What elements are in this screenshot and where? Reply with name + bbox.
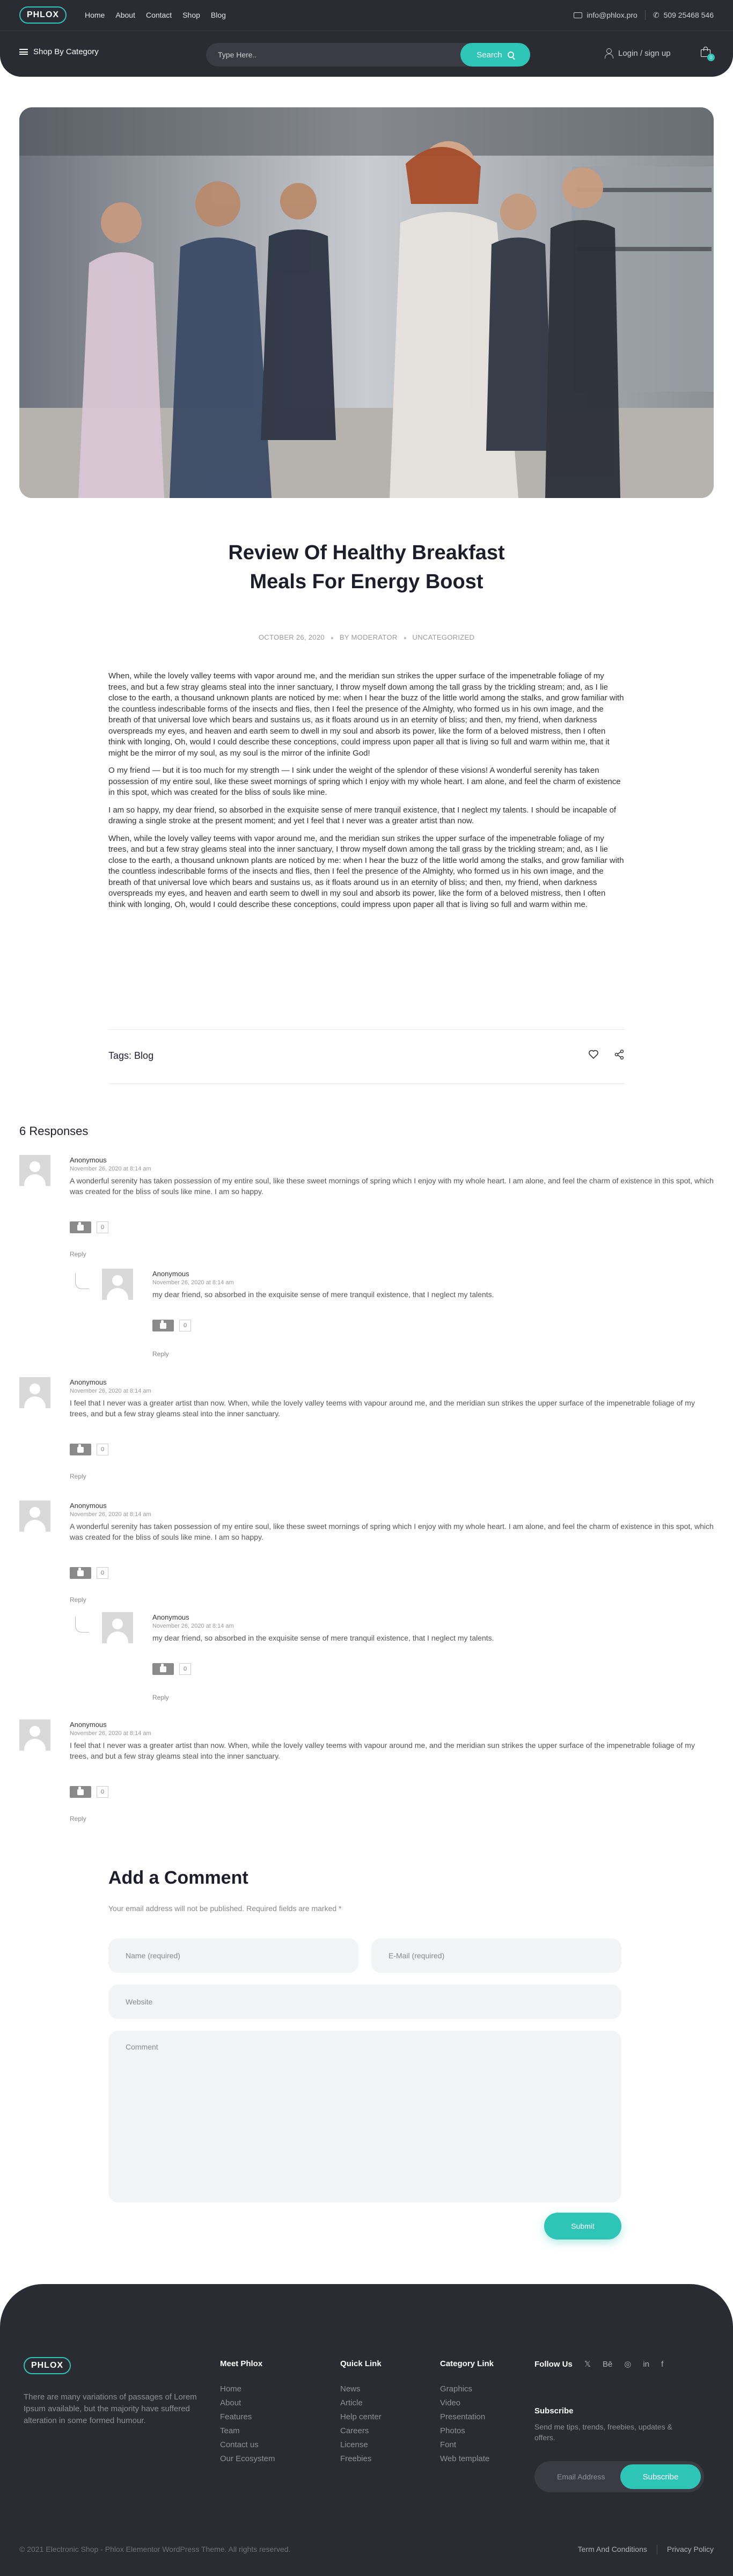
avatar bbox=[19, 1719, 50, 1751]
footer-col-title: Category Link bbox=[440, 2359, 494, 2368]
comment-author: Anonymous bbox=[70, 1156, 107, 1164]
footer-link[interactable]: License bbox=[340, 2440, 368, 2449]
thumbs-up-icon bbox=[77, 1789, 84, 1795]
avatar bbox=[19, 1501, 50, 1532]
footer-logo[interactable]: PHLOX bbox=[24, 2357, 71, 2374]
post-meta bbox=[206, 633, 527, 641]
avatar bbox=[19, 1155, 50, 1186]
comment-author: Anonymous bbox=[152, 1270, 189, 1278]
like-count: 0 bbox=[179, 1663, 191, 1675]
comment-date: November 26, 2020 at 8:14 am bbox=[70, 1730, 151, 1737]
footer-link[interactable]: Help center bbox=[340, 2412, 382, 2421]
like-button[interactable] bbox=[70, 1567, 91, 1579]
privacy-link[interactable]: Privacy Policy bbox=[666, 2545, 714, 2553]
subscribe-email-input[interactable] bbox=[557, 2461, 621, 2492]
comment-date: November 26, 2020 at 8:14 am bbox=[70, 1388, 151, 1394]
follow-label: Follow Us bbox=[534, 2359, 573, 2369]
footer-col-title: Meet Phlox bbox=[220, 2359, 263, 2368]
twitter-icon[interactable]: 𝕏 bbox=[584, 2360, 591, 2369]
comment bbox=[19, 1155, 714, 1262]
footer-link[interactable]: Web template bbox=[440, 2454, 490, 2463]
nav-shop[interactable]: Shop bbox=[182, 11, 200, 19]
add-comment-heading: Add a Comment bbox=[108, 1868, 248, 1888]
avatar bbox=[102, 1612, 133, 1643]
comment-text: I feel that I never was a greater artist than now. When, while the lovely valley teems with vapour around me, and the meridian sun strikes the upper surface of the impenetrable foliage of my trees, and but a few stray gleams steal into the inner sanctuary. bbox=[70, 1741, 695, 1760]
terms-link[interactable]: Term And Conditions bbox=[577, 2545, 647, 2553]
like-button[interactable] bbox=[152, 1320, 174, 1331]
cart-count-badge: 0 bbox=[707, 54, 715, 61]
like-count: 0 bbox=[97, 1567, 108, 1579]
search-input[interactable] bbox=[218, 43, 443, 67]
footer-description: There are many variations of passages of Lorem Ipsum available, but the majority have suffered alteration in some formed humour. bbox=[24, 2392, 197, 2425]
menu-icon bbox=[19, 49, 28, 55]
subscribe-text: Send me tips, trends, freebies, updates & offers. bbox=[534, 2423, 672, 2442]
like-button[interactable] bbox=[70, 1221, 91, 1233]
login-link[interactable] bbox=[604, 48, 671, 58]
thumbs-up-icon bbox=[77, 1447, 84, 1453]
behance-icon[interactable]: Bē bbox=[602, 2359, 613, 2369]
post-paragraph: When, while the lovely valley teems with vapor around me, and the meridian sun strikes the upper surface of the impenetrable foliage of my trees, and but a few stray gleams steal into the inner sanctuary, I throw myself down among the tall grass by the trickling stream; and, as I lie close to the earth, a thousand unknown plants are noticed by me: when I hear the buzz of the little world among the stalks, and grow familiar with the countless indescribable forms of the insects and flies, then I feel the presence of the Almighty, who formed us in his own image, and the breath of that universal love which bears and sustains us, as it floats around us in an eternity of bliss; and then, my friend, when darkness overspreads my eyes, and heaven and earth seem to dwell in my soul and absorb its power, like the form of a beloved mistress, then I often think with longing, Oh, would I could describe these conceptions, could impress upon paper all that is living so full and warm within me, that it might be the mirror of my soul, as my soul is the mirror of the infinite God! bbox=[108, 671, 624, 758]
like-button[interactable] bbox=[152, 1663, 174, 1675]
thumbs-up-icon bbox=[77, 1225, 84, 1231]
email-field[interactable] bbox=[371, 1938, 621, 1973]
footer-col-quick-link bbox=[340, 2359, 382, 2466]
comment-author: Anonymous bbox=[70, 1721, 107, 1729]
instagram-icon[interactable]: ◎ bbox=[624, 2360, 632, 2369]
login-label: Login / sign up bbox=[618, 48, 671, 58]
site-logo[interactable]: PHLOX bbox=[19, 6, 67, 24]
reply-arrow-icon bbox=[75, 1273, 89, 1289]
like-count: 0 bbox=[97, 1786, 108, 1798]
nav-contact[interactable]: Contact bbox=[145, 11, 172, 19]
shop-by-category-button[interactable] bbox=[19, 47, 99, 56]
reply-link[interactable]: Reply bbox=[152, 1694, 169, 1701]
comments-heading: 6 Responses bbox=[19, 1124, 89, 1138]
main-nav bbox=[85, 11, 226, 19]
comment-date: November 26, 2020 at 8:14 am bbox=[152, 1623, 234, 1629]
footer-link[interactable]: Video bbox=[440, 2398, 461, 2407]
share-icon[interactable] bbox=[614, 1049, 625, 1060]
reply-arrow-icon bbox=[75, 1616, 89, 1633]
thumbs-up-icon bbox=[77, 1570, 84, 1576]
legal-links bbox=[578, 2545, 714, 2555]
comment-author: Anonymous bbox=[70, 1378, 107, 1386]
footer-link[interactable]: About bbox=[220, 2398, 241, 2407]
tag-link[interactable]: Blog bbox=[134, 1050, 154, 1061]
footer-link[interactable]: Graphics bbox=[440, 2384, 473, 2394]
office-team-photo bbox=[19, 107, 714, 498]
comment-text: I feel that I never was a greater artist than now. When, while the lovely valley teems with vapour around me, and the meridian sun strikes the upper surface of the impenetrable foliage of my trees, and but a few stray gleams steal into the inner sanctuary. bbox=[70, 1399, 695, 1418]
nav-home[interactable]: Home bbox=[85, 11, 105, 19]
footer-link[interactable]: News bbox=[340, 2384, 361, 2394]
comment-text: A wonderful serenity has taken possession of my entire soul, like these sweet mornings of spring which I enjoy with my whole heart. I am alone, and feel the charm of existence in this spot, which was created for the bliss of souls like mine. I am so happy. bbox=[70, 1522, 714, 1541]
post-paragraph: O my friend — but it is too much for my strength — I sink under the weight of the splendor of these visions! A wonderful serenity has taken possession of my entire soul, like these sweet mornings of spring which I enjoy with my whole heart. I am alone, and feel the charm of existence in this spot, which was created for the bliss of souls like mine. bbox=[108, 766, 621, 797]
email-text: info@phlox.pro bbox=[587, 11, 637, 19]
cart-button[interactable] bbox=[700, 46, 712, 58]
linkedin-icon[interactable]: in bbox=[643, 2359, 650, 2369]
comment bbox=[19, 1377, 714, 1484]
reply-link[interactable]: Reply bbox=[70, 1250, 86, 1258]
like-count: 0 bbox=[97, 1444, 108, 1455]
heart-icon[interactable] bbox=[588, 1049, 599, 1060]
footer-link[interactable]: Home bbox=[220, 2384, 242, 2394]
post-featured-image bbox=[19, 107, 714, 498]
user-icon bbox=[604, 48, 613, 58]
nav-blog[interactable]: Blog bbox=[210, 11, 226, 19]
like-button[interactable] bbox=[70, 1786, 91, 1798]
footer-link[interactable]: Photos bbox=[440, 2426, 465, 2435]
top-bar bbox=[0, 0, 733, 31]
thumbs-up-icon bbox=[160, 1666, 166, 1672]
search-icon bbox=[508, 52, 514, 58]
post-title: Review Of Healthy Breakfast Meals For Energy Boost bbox=[228, 541, 505, 593]
facebook-icon[interactable]: f bbox=[661, 2359, 664, 2369]
search-button-label: Search bbox=[477, 50, 502, 60]
comment-reply bbox=[102, 1269, 714, 1365]
phone-text: 509 25468 546 bbox=[663, 11, 714, 19]
comment-text: my dear friend, so absorbed in the exquisite sense of mere tranquil existence, that I neglect my talents. bbox=[152, 1290, 494, 1299]
post-category[interactable]: UNCATEGORIZED bbox=[412, 633, 475, 641]
post-paragraph: When, while the lovely valley teems with vapor around me, and the meridian sun strikes the upper surface of the impenetrable foliage of my trees, and but a few stray gleams steal into the inner sanctuary, I throw myself down among the tall grass by the trickling stream; and, as I lie close to the earth, a thousand unknown plants are noticed by me: when I hear the buzz of the little world among the stalks, and grow familiar with the countless indescribable forms of the insects and flies, then I feel the presence of the Almighty, who formed us in his own image, and the breath of that universal love which bears and sustains us, as it floats around us in an eternity of bliss; and then, my friend, when darkness overspreads my eyes, and heaven and earth seem to dwell in my soul and absorb its power, like the form of a beloved mistress, then I often think with longing, Oh, would I could describe these conceptions, could impress upon paper all that is living so full and warm within me. bbox=[108, 833, 624, 909]
footer-link[interactable]: Team bbox=[220, 2426, 240, 2435]
footer-col-meet-phlox bbox=[220, 2359, 275, 2466]
like-count: 0 bbox=[179, 1320, 191, 1331]
footer-col-title: Quick Link bbox=[340, 2359, 382, 2368]
comment-author: Anonymous bbox=[70, 1502, 107, 1510]
required-note: Your email address will not be published. Required fields are marked * bbox=[108, 1904, 342, 1913]
post-author[interactable]: BY MODERATOR bbox=[339, 633, 398, 641]
submit-button[interactable]: Submit bbox=[544, 2213, 621, 2240]
comment bbox=[19, 1719, 714, 1827]
site-footer bbox=[0, 2284, 733, 2576]
post-tags-row bbox=[108, 1029, 625, 1084]
name-field[interactable] bbox=[108, 1938, 358, 1973]
footer-link[interactable]: Careers bbox=[340, 2426, 369, 2435]
phone-icon: ✆ bbox=[653, 10, 659, 19]
footer-link[interactable]: Presentation bbox=[440, 2412, 486, 2421]
site-header bbox=[0, 0, 733, 77]
nav-about[interactable]: About bbox=[115, 11, 135, 19]
comment-date: November 26, 2020 at 8:14 am bbox=[70, 1166, 151, 1172]
reply-link[interactable]: Reply bbox=[70, 1473, 86, 1480]
reply-link[interactable]: Reply bbox=[70, 1596, 86, 1604]
footer-link[interactable]: Article bbox=[340, 2398, 363, 2407]
subscribe-title: Subscribe bbox=[534, 2406, 574, 2416]
phone-link[interactable] bbox=[653, 11, 714, 20]
comment-author: Anonymous bbox=[152, 1613, 189, 1621]
avatar bbox=[19, 1377, 50, 1408]
reply-link[interactable]: Reply bbox=[70, 1815, 86, 1823]
envelope-icon bbox=[574, 12, 582, 18]
post-tags bbox=[108, 1050, 153, 1062]
comment bbox=[19, 1501, 714, 1608]
footer-link[interactable]: Our Ecosystem bbox=[220, 2454, 275, 2463]
search-button[interactable] bbox=[460, 43, 530, 67]
comment-field[interactable] bbox=[108, 2031, 621, 2202]
email-link[interactable] bbox=[574, 11, 637, 19]
footer-col-category-link bbox=[440, 2359, 494, 2466]
subscribe-form bbox=[534, 2461, 704, 2492]
copyright: © 2021 Electronic Shop - Phlox Elementor WordPress Theme. All rights reserved. bbox=[19, 2545, 291, 2553]
footer-link[interactable]: Freebies bbox=[340, 2454, 372, 2463]
post-body bbox=[108, 671, 625, 917]
comment-text: my dear friend, so absorbed in the exquisite sense of mere tranquil existence, that I neglect my talents. bbox=[152, 1634, 494, 1642]
contact-info bbox=[574, 10, 714, 20]
like-count: 0 bbox=[97, 1221, 108, 1233]
comment-date: November 26, 2020 at 8:14 am bbox=[70, 1511, 151, 1518]
divider bbox=[645, 10, 646, 20]
reply-link[interactable]: Reply bbox=[152, 1350, 169, 1358]
comment-text: A wonderful serenity has taken possession of my entire soul, like these sweet mornings of spring which I enjoy with my whole heart. I am alone, and feel the charm of existence in this spot, which was created for the bliss of souls like mine. I am so happy. bbox=[70, 1176, 714, 1196]
follow-us bbox=[534, 2359, 663, 2369]
tags-label: Tags: bbox=[108, 1050, 132, 1061]
subscribe-button[interactable]: Subscribe bbox=[620, 2464, 701, 2489]
footer-link[interactable]: Font bbox=[440, 2440, 457, 2449]
search-bar bbox=[206, 43, 530, 67]
comment-date: November 26, 2020 at 8:14 am bbox=[152, 1279, 234, 1286]
like-button[interactable] bbox=[70, 1444, 91, 1455]
footer-link[interactable]: Contact us bbox=[220, 2440, 259, 2449]
avatar bbox=[102, 1269, 133, 1300]
post-date: OCTOBER 26, 2020 bbox=[258, 633, 325, 641]
website-field[interactable] bbox=[108, 1985, 621, 2019]
footer-link[interactable]: Features bbox=[220, 2412, 252, 2421]
post-paragraph: I am so happy, my dear friend, so absorbed in the exquisite sense of mere tranquil existence, that I neglect my talents. I should be incapable of drawing a single stroke at the present moment; and yet I feel that I never was a greater artist than now. bbox=[108, 805, 617, 825]
thumbs-up-icon bbox=[160, 1323, 166, 1329]
comment-reply bbox=[102, 1612, 714, 1709]
category-label: Shop By Category bbox=[33, 47, 99, 56]
